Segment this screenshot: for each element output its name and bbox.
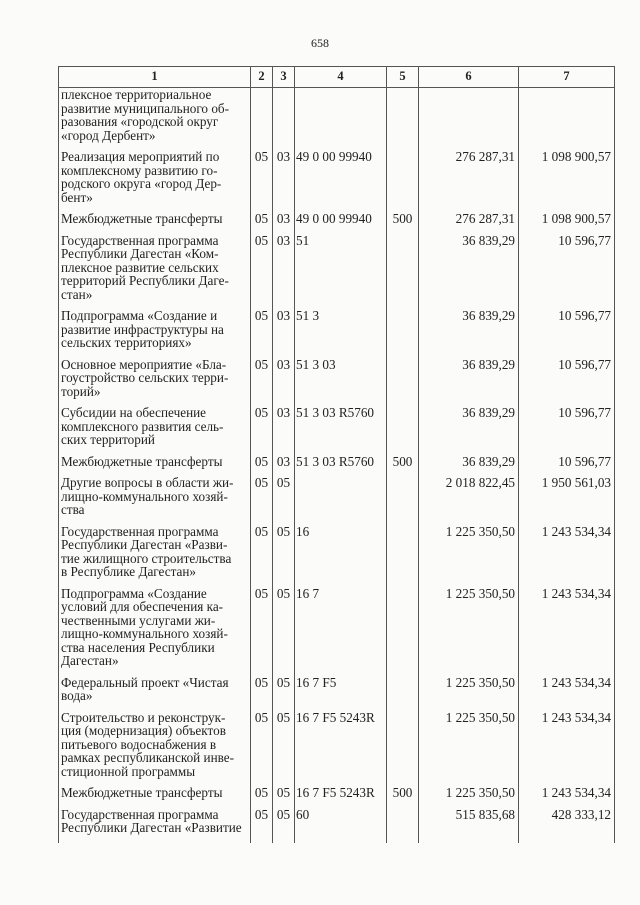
cell-subsection: 03	[273, 234, 295, 310]
cell-amount-2: 1 243 534,34	[519, 525, 615, 587]
cell-expense-type	[387, 587, 419, 676]
cell-target-item: 51 3 03 R5760	[295, 455, 387, 477]
cell-subsection: 05	[273, 808, 295, 843]
header-col-1: 1	[59, 67, 251, 88]
row-name: Субсидии на обеспечение комплексного развития сель- ских территорий	[59, 406, 251, 455]
row-name: Реализация мероприятий по комплексному развитию го- родского округа «город Дер- бент»	[59, 150, 251, 212]
header-col-2: 2	[251, 67, 273, 88]
budget-table-container	[58, 66, 615, 843]
cell-expense-type	[387, 711, 419, 787]
table-row	[59, 676, 615, 711]
cell-amount-2: 10 596,77	[519, 358, 615, 407]
cell-subsection: 03	[273, 150, 295, 212]
cell-target-item: 16 7 F5	[295, 676, 387, 711]
table-header	[59, 67, 615, 88]
table-row	[59, 455, 615, 477]
cell-expense-type	[387, 234, 419, 310]
cell-target-item: 51 3 03 R5760	[295, 406, 387, 455]
cell-section: 05	[251, 711, 273, 787]
header-col-3: 3	[273, 67, 295, 88]
cell-amount-1: 36 839,29	[419, 358, 519, 407]
cell-expense-type	[387, 309, 419, 358]
cell-amount-1: 1 225 350,50	[419, 587, 519, 676]
header-col-5: 5	[387, 67, 419, 88]
table-row	[59, 808, 615, 843]
cell-section: 05	[251, 525, 273, 587]
row-name: Межбюджетные трансферты	[59, 786, 251, 808]
cell-subsection: 03	[273, 406, 295, 455]
cell-target-item: 49 0 00 99940	[295, 212, 387, 234]
cell-section: 05	[251, 676, 273, 711]
table-row	[59, 525, 615, 587]
cell-subsection: 03	[273, 309, 295, 358]
budget-table	[58, 66, 615, 843]
cell-amount-2: 10 596,77	[519, 455, 615, 477]
row-name: Подпрограмма «Создание и развитие инфраструктуры на сельских территориях»	[59, 309, 251, 358]
table-row	[59, 786, 615, 808]
cell-target-item: 16 7 F5 5243R	[295, 711, 387, 787]
cell-subsection: 03	[273, 358, 295, 407]
row-name: Основное мероприятие «Бла- гоустройство сельских терри- торий»	[59, 358, 251, 407]
cell-amount-2	[519, 88, 615, 151]
row-name: Государственная программа Республики Дагестан «Ком- плексное развитие сельских территорий Республики Даге- стан»	[59, 234, 251, 310]
header-row	[59, 67, 615, 88]
cell-subsection: 03	[273, 455, 295, 477]
cell-section: 05	[251, 150, 273, 212]
row-name: Государственная программа Республики Дагестан «Разви- тие жилищного строительства в Республике Дагестан»	[59, 525, 251, 587]
cell-expense-type	[387, 406, 419, 455]
table-row	[59, 212, 615, 234]
cell-amount-1: 36 839,29	[419, 455, 519, 477]
table-row	[59, 309, 615, 358]
table-row	[59, 406, 615, 455]
cell-target-item	[295, 476, 387, 525]
cell-target-item: 60	[295, 808, 387, 843]
cell-target-item: 51 3	[295, 309, 387, 358]
cell-expense-type: 500	[387, 455, 419, 477]
cell-amount-2: 1 243 534,34	[519, 711, 615, 787]
table-body	[59, 88, 615, 843]
cell-section: 05	[251, 808, 273, 843]
cell-section: 05	[251, 358, 273, 407]
cell-section: 05	[251, 234, 273, 310]
cell-amount-2: 1 243 534,34	[519, 786, 615, 808]
table-row	[59, 587, 615, 676]
row-name: Строительство и реконструк- ция (модернизация) объектов питьевого водоснабжения в рамках республиканской инве- стиционной программы	[59, 711, 251, 787]
cell-expense-type	[387, 150, 419, 212]
cell-amount-1: 1 225 350,50	[419, 711, 519, 787]
cell-amount-1: 36 839,29	[419, 406, 519, 455]
cell-amount-2: 10 596,77	[519, 309, 615, 358]
cell-section: 05	[251, 786, 273, 808]
table-row	[59, 88, 615, 151]
cell-amount-2: 1 098 900,57	[519, 150, 615, 212]
cell-subsection: 05	[273, 476, 295, 525]
row-name: Государственная программа Республики Дагестан «Развитие	[59, 808, 251, 843]
cell-expense-type: 500	[387, 212, 419, 234]
row-name: плексное территориальное развитие муниципального об- разования «городской округ «город Дербент»	[59, 88, 251, 151]
cell-subsection	[273, 88, 295, 151]
cell-amount-2: 10 596,77	[519, 234, 615, 310]
cell-amount-2: 1 243 534,34	[519, 587, 615, 676]
cell-amount-2: 428 333,12	[519, 808, 615, 843]
cell-target-item: 16	[295, 525, 387, 587]
table-row	[59, 476, 615, 525]
cell-amount-1: 276 287,31	[419, 150, 519, 212]
row-name: Другие вопросы в области жи- лищно-коммунального хозяй- ства	[59, 476, 251, 525]
cell-amount-2: 1 950 561,03	[519, 476, 615, 525]
cell-subsection: 05	[273, 587, 295, 676]
cell-expense-type	[387, 676, 419, 711]
header-col-4: 4	[295, 67, 387, 88]
cell-amount-1: 36 839,29	[419, 234, 519, 310]
cell-section: 05	[251, 212, 273, 234]
cell-amount-1: 36 839,29	[419, 309, 519, 358]
cell-section	[251, 88, 273, 151]
cell-expense-type	[387, 476, 419, 525]
cell-target-item: 16 7	[295, 587, 387, 676]
cell-amount-2: 1 243 534,34	[519, 676, 615, 711]
table-row	[59, 358, 615, 407]
header-col-7: 7	[519, 67, 615, 88]
row-name: Федеральный проект «Чистая вода»	[59, 676, 251, 711]
cell-amount-2: 10 596,77	[519, 406, 615, 455]
cell-target-item: 51	[295, 234, 387, 310]
cell-target-item: 51 3 03	[295, 358, 387, 407]
header-col-6: 6	[419, 67, 519, 88]
cell-target-item: 16 7 F5 5243R	[295, 786, 387, 808]
page-number: 658	[311, 36, 329, 50]
cell-subsection: 05	[273, 676, 295, 711]
cell-amount-1: 2 018 822,45	[419, 476, 519, 525]
cell-section: 05	[251, 476, 273, 525]
cell-expense-type: 500	[387, 786, 419, 808]
row-name: Подпрограмма «Создание условий для обеспечения ка- чественными услугами жи- лищно-коммунального хозяй- ства населения Республики Дагестан»	[59, 587, 251, 676]
cell-section: 05	[251, 309, 273, 358]
cell-amount-1: 515 835,68	[419, 808, 519, 843]
cell-subsection: 05	[273, 525, 295, 587]
cell-amount-1: 276 287,31	[419, 212, 519, 234]
cell-section: 05	[251, 587, 273, 676]
cell-subsection: 05	[273, 711, 295, 787]
table-row	[59, 150, 615, 212]
row-name: Межбюджетные трансферты	[59, 455, 251, 477]
table-row	[59, 711, 615, 787]
cell-section: 05	[251, 455, 273, 477]
cell-amount-1: 1 225 350,50	[419, 786, 519, 808]
cell-amount-1: 1 225 350,50	[419, 676, 519, 711]
cell-expense-type	[387, 525, 419, 587]
cell-section: 05	[251, 406, 273, 455]
cell-subsection: 05	[273, 786, 295, 808]
cell-expense-type	[387, 358, 419, 407]
cell-expense-type	[387, 88, 419, 151]
cell-amount-2: 1 098 900,57	[519, 212, 615, 234]
table-row	[59, 234, 615, 310]
cell-target-item: 49 0 00 99940	[295, 150, 387, 212]
cell-subsection: 03	[273, 212, 295, 234]
cell-target-item	[295, 88, 387, 151]
cell-amount-1	[419, 88, 519, 151]
cell-amount-1: 1 225 350,50	[419, 525, 519, 587]
row-name: Межбюджетные трансферты	[59, 212, 251, 234]
cell-expense-type	[387, 808, 419, 843]
